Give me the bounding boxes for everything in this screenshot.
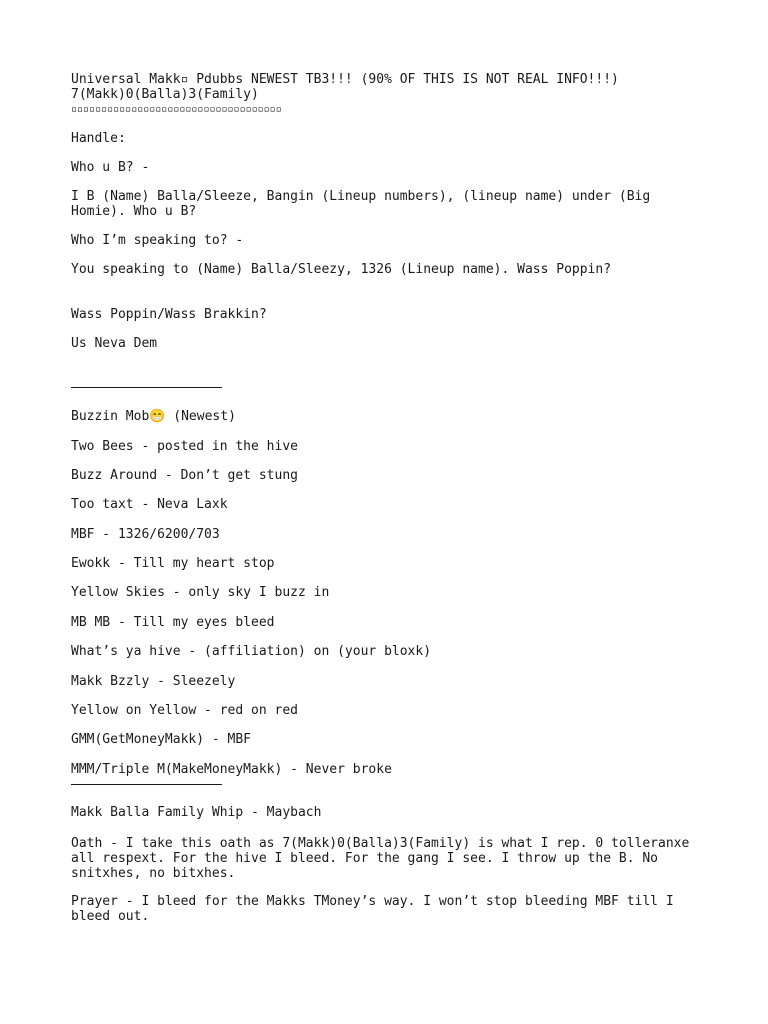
question-who-speaking: Who I’m speaking to? -: [71, 233, 244, 248]
section-divider: [71, 784, 222, 785]
list-item: Too taxt - Neva Laxk: [71, 497, 228, 512]
list-item: GMM(GetMoneyMakk) - MBF: [71, 732, 252, 747]
list-item: Ewokk - Till my heart stop: [71, 556, 275, 571]
answer-wass-poppin: Us Neva Dem: [71, 336, 158, 351]
list-item: Makk Bzzly - Sleezely: [71, 674, 236, 689]
list-item: Buzz Around - Don’t get stung: [71, 468, 298, 483]
buzzin-heading: Buzzin Mob😁 (Newest): [71, 409, 236, 424]
list-item: Two Bees - posted in the hive: [71, 439, 298, 454]
question-wass-poppin: Wass Poppin/Wass Brakkin?: [71, 307, 267, 322]
list-item: What’s ya hive - (affiliation) on (your bloxk): [71, 644, 432, 659]
document-subtitle: 7(Makk)0(Balla)3(Family): [71, 87, 259, 102]
family-whip: Makk Balla Family Whip - Maybach: [71, 805, 322, 820]
document-title: Universal Makk▫ Pdubbs NEWEST TB3!!! (90% OF THIS IS NOT REAL INFO!!!): [71, 72, 619, 87]
list-item: MMM/Triple M(MakeMoneyMakk) - Never broke: [71, 762, 392, 777]
list-item: MBF - 1326/6200/703: [71, 527, 220, 542]
answer-who-u-b: I B (Name) Balla/Sleeze, Bangin (Lineup numbers), (lineup name) under (Big Homie). Who u B?: [71, 189, 659, 219]
answer-who-speaking: You speaking to (Name) Balla/Sleezy, 1326 (Lineup name). Wass Poppin?: [71, 262, 612, 277]
list-item: Yellow Skies - only sky I buzz in: [71, 585, 330, 600]
section-divider: [71, 387, 222, 388]
prayer-paragraph: Prayer - I bleed for the Makks TMoney’s way. I won’t stop bleeding MBF till I bleed out.: [71, 894, 682, 924]
list-item: MB MB - Till my eyes bleed: [71, 615, 275, 630]
list-item: Yellow on Yellow - red on red: [71, 703, 298, 718]
handle-label: Handle:: [71, 131, 126, 146]
question-who-u-b: Who u B? -: [71, 160, 150, 175]
symbol-row: ▫▫▫▫▫▫▫▫▫▫▫▫▫▫▫▫▫▫▫▫▫▫▫▫▫▫▫▫▫▫▫▫▫▫▫: [71, 104, 282, 115]
oath-paragraph: Oath - I take this oath as 7(Makk)0(Balla)3(Family) is what I rep. 0 tolleranxe all respext. For the hive I bleed. For the gang I see. I throw up the B. No snitxhes, no bitxhes.: [71, 836, 698, 881]
